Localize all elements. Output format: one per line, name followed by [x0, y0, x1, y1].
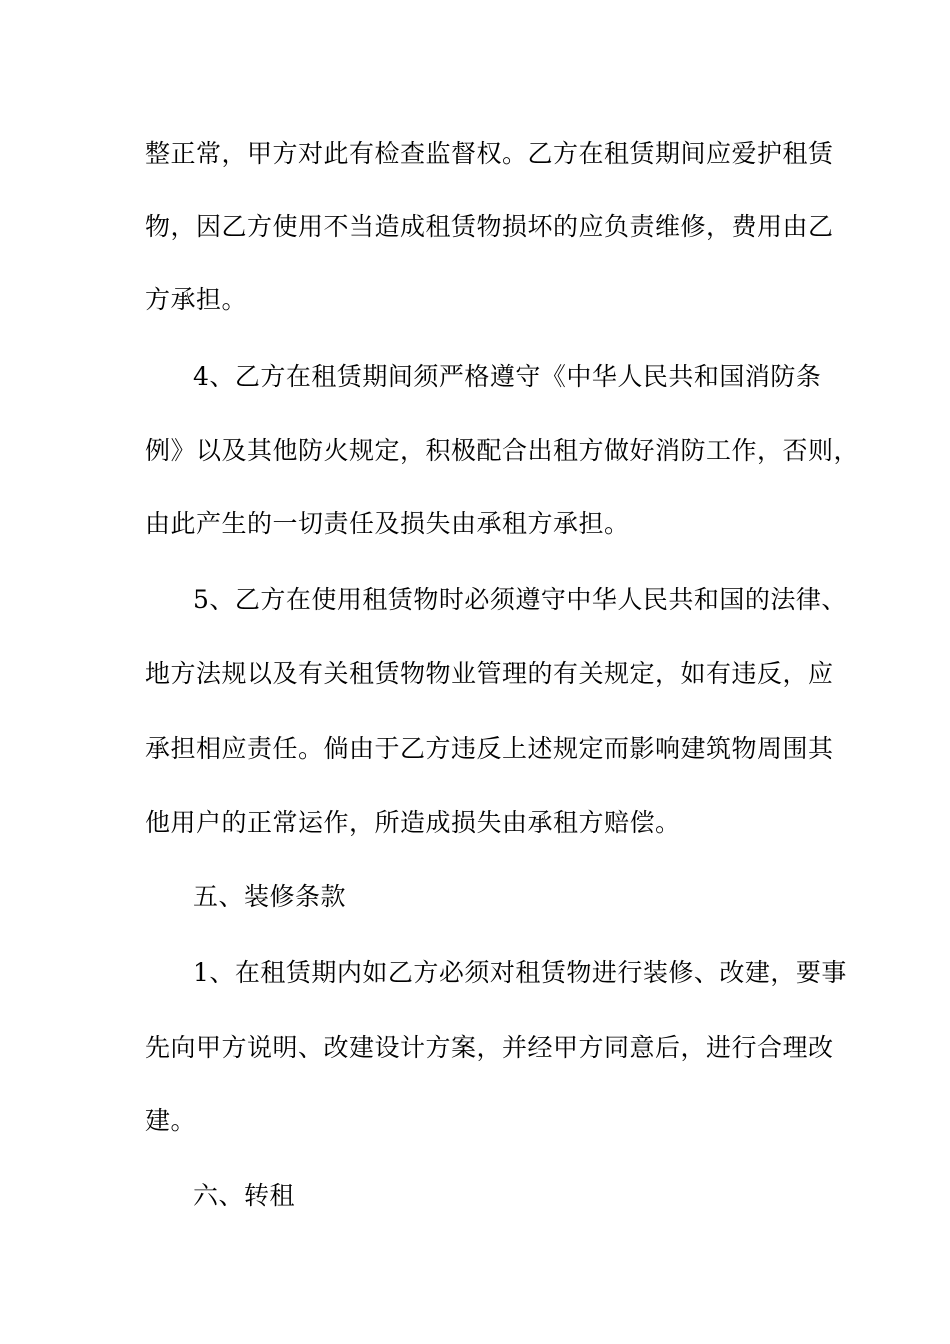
paragraph-line: 物，因乙方使用不当造成租赁物损坏的应负责维修，费用由乙 — [145, 212, 834, 241]
paragraph-line: 他用户的正常运作，所造成损失由承租方赔偿。 — [145, 808, 681, 837]
section-heading: 六、转租 — [193, 1181, 296, 1210]
paragraph-line: 方承担。 — [145, 285, 248, 314]
paragraph-line: 1、在租赁期内如乙方必须对租赁物进行装修、改建，要事 — [193, 958, 847, 987]
paragraph-line: 4、乙方在租赁期间须严格遵守《中华人民共和国消防条 — [193, 362, 822, 391]
paragraph-line: 5、乙方在使用租赁物时必须遵守中华人民共和国的法律、 — [193, 585, 847, 614]
paragraph-line: 建。 — [145, 1106, 197, 1135]
paragraph-line: 整正常，甲方对此有检查监督权。乙方在租赁期间应爱护租赁 — [145, 139, 834, 168]
section-heading: 五、装修条款 — [193, 882, 347, 911]
paragraph-line: 例》以及其他防火规定，积极配合出租方做好消防工作，否则， — [145, 436, 860, 465]
paragraph-line: 先向甲方说明、改建设计方案，并经甲方同意后，进行合理改 — [145, 1033, 834, 1062]
paragraph-line: 地方法规以及有关租赁物物业管理的有关规定，如有违反，应 — [145, 659, 834, 688]
paragraph-line: 由此产生的一切责任及损失由承租方承担。 — [145, 509, 630, 538]
paragraph-line: 承担相应责任。倘由于乙方违反上述规定而影响建筑物周围其 — [145, 734, 834, 763]
